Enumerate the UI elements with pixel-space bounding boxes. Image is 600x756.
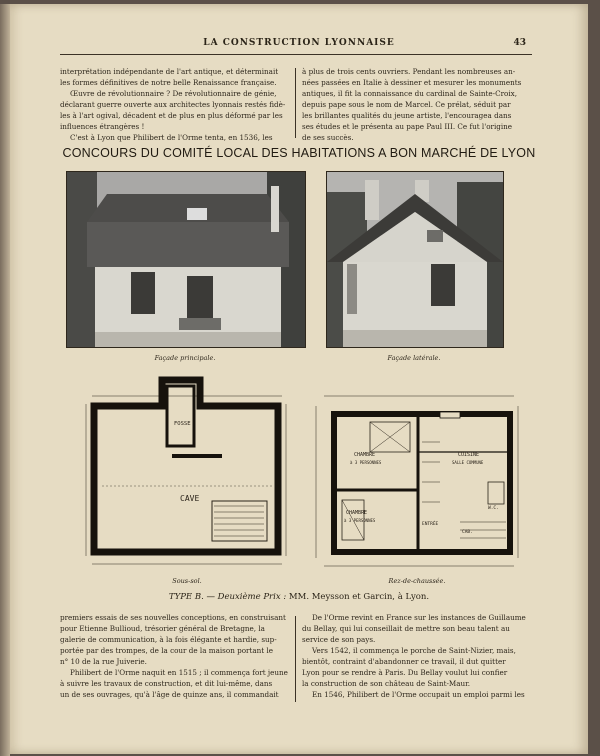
- paragraph-line: à plus de trois cents ouvriers. Pendant les nombreuses an-: [302, 67, 516, 76]
- paragraph-line: bientôt, contraint d'abandonner ce travail, il dut quitter: [302, 657, 506, 666]
- house-side-image: [327, 172, 503, 347]
- paragraph-line: Vers 1542, il commença le porche de Saint-Nizier, mais,: [312, 646, 516, 655]
- paragraph-line: nées passées en Italie à dessiner et mesurer les monuments: [302, 78, 522, 87]
- section-title: CONCOURS DU COMITÉ LOCAL DES HABITATIONS A BON MARCHÉ DE LYON: [62, 146, 536, 160]
- type-line: [10, 592, 588, 602]
- paragraph-line: ses études et le présenta au pape Paul III. Ce fut l'origine: [302, 122, 513, 131]
- plan-sous-sol: [82, 376, 292, 576]
- label-entree: ENTRÉE: [422, 522, 439, 527]
- caption-facade-principale: Façade principale.: [154, 354, 216, 362]
- document-page: [10, 4, 588, 754]
- paragraph-line: premiers essais de ses nouvelles conceptions, en construisant: [60, 613, 286, 622]
- facade-principale-photo: [66, 171, 306, 348]
- house-front-image: [67, 172, 305, 347]
- plan-rez-de-chaussee: [310, 382, 524, 574]
- paragraph-line: Philibert de l'Orme naquit en 1515 ; il commença fort jeune: [70, 668, 288, 677]
- label-cave: CAVE: [180, 494, 200, 503]
- paragraph-line: depuis pape sous le nom de Marcel. Ce prélat, séduit par: [302, 100, 511, 109]
- label-wc: W.C.: [488, 506, 499, 511]
- paragraph-line: galerie de communication, à la fois élégante et hardie, sup-: [60, 635, 277, 644]
- paragraph-line: antiques, il fit la connaissance du cardinal de Sainte-Croix,: [302, 89, 518, 98]
- type-line-authors: MM. Meysson et Garcin, à Lyon.: [288, 592, 430, 602]
- label-chambre-1-sub: à 3 PERSONNES: [350, 460, 382, 465]
- label-cuisine-sub: SALLE COMMUNE: [452, 460, 484, 465]
- paragraph-line: interprétation indépendante de l'art antique, et déterminait: [60, 67, 279, 76]
- running-header: LA CONSTRUCTION LYONNAISE: [203, 38, 395, 48]
- paragraph-line: portée par des trompes, de la cour de la maison portant le: [60, 646, 273, 655]
- caption-facade-laterale: Façade latérale.: [387, 354, 441, 362]
- paragraph-line: service de son pays.: [302, 635, 376, 644]
- label-cuisine: CUISINE: [458, 452, 480, 458]
- facade-laterale-photo: [326, 171, 504, 348]
- paragraph-line: Œuvre de révolutionnaire ? De révolutionnaire de génie,: [70, 89, 277, 98]
- rez-de-chaussee-drawing: [310, 382, 524, 574]
- page-left-edge: [0, 4, 10, 756]
- caption-sous-sol: Sous-sol.: [172, 577, 202, 585]
- paragraph-line: les à l'art ogival, décadent et de plus en plus déformé par les: [60, 111, 283, 120]
- header-rule: [60, 54, 532, 55]
- paragraph-line: n° 10 de la rue Juiverie.: [60, 657, 147, 666]
- label-fosse: FOSSE: [174, 421, 191, 427]
- paragraph-line: En 1546, Philibert de l'Orme occupait un emploi parmi les: [312, 690, 525, 699]
- paragraph-line: à suivre les travaux de construction, et dit lui-même, dans: [60, 679, 273, 688]
- paragraph-line: la construction de son château de Saint-Maur.: [302, 679, 471, 688]
- paragraph-line: De l'Orme revint en France sur les instances de Guillaume: [312, 613, 526, 622]
- paragraph-line: pour Etienne Bullioud, trésorier général de Bretagne, la: [60, 624, 265, 633]
- paragraph-line: C'est à Lyon que Philibert de l'Orme tenta, en 1536, les: [70, 133, 273, 142]
- page-number: 43: [513, 38, 526, 48]
- column-separator: [295, 68, 296, 138]
- label-chambre-2: CHAMBRE: [346, 510, 368, 516]
- paragraph-line: Lyon pour se rendre à Paris. Du Bellay voulut lui confier: [302, 668, 508, 677]
- paragraph-line: déclarant guerre ouverte aux architectes lyonnais restés fidè-: [60, 100, 286, 109]
- sous-sol-drawing: [82, 376, 292, 576]
- label-cab: CAB.: [462, 530, 473, 535]
- top-right-column: [302, 66, 530, 143]
- bottom-left-column: [60, 612, 288, 700]
- paragraph-line: influences étrangères !: [60, 122, 145, 131]
- caption-rez-de-chaussee: Rez-de-chaussée.: [388, 577, 446, 585]
- label-chambre-1: CHAMBRE: [354, 452, 376, 458]
- paragraph-line: du Bellay, qui lui conseillait de mettre son beau talent au: [302, 624, 510, 633]
- paragraph-line: les formes définitives de notre belle Renaissance française.: [60, 78, 277, 87]
- paragraph-line: de ses succès.: [302, 133, 354, 142]
- bottom-right-column: [302, 612, 530, 700]
- column-separator: [295, 616, 296, 702]
- top-left-column: [60, 66, 288, 143]
- type-line-prefix: TYPE B. — Deuxième Prix :: [168, 592, 287, 602]
- paragraph-line: un de ses ouvrages, qu'à l'âge de quinze ans, il commandait: [60, 690, 279, 699]
- paragraph-line: les brillantes qualités du jeune artiste, l'encouragea dans: [302, 111, 512, 120]
- label-chambre-2-sub: à 3 PERSONNES: [344, 518, 376, 523]
